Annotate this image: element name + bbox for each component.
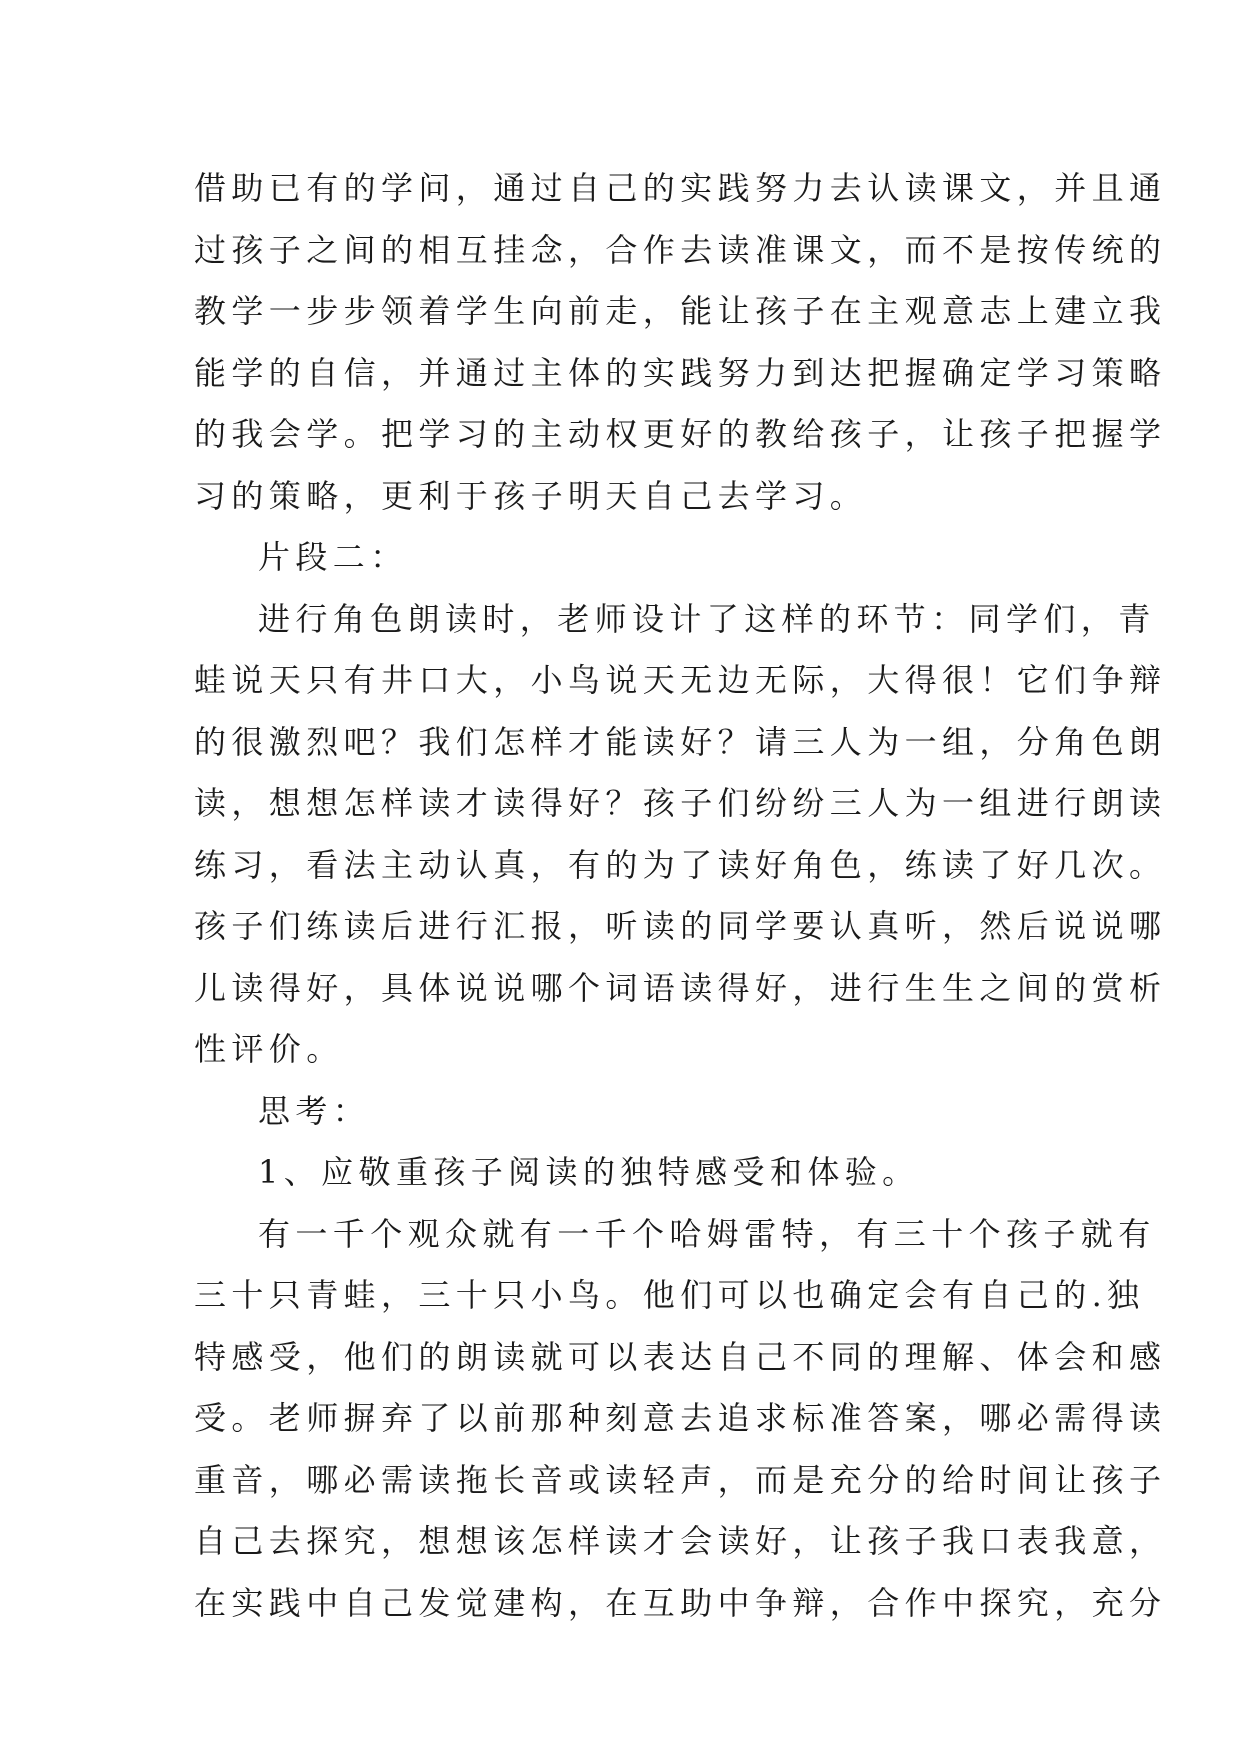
- text-line: 习的策略，更利于孩子明天自己去学习。: [194, 476, 868, 515]
- text-line: 受。老师摒弃了以前那种刻意去追求标准答案，哪必需得读: [194, 1399, 1167, 1437]
- section-heading: 思考：: [258, 1091, 371, 1130]
- text-line: 的我会学。把学习的主动权更好的教给孩子，让孩子把握学: [194, 415, 1167, 453]
- text-line: 借助已有的学问，通过自己的实践努力去认读课文，并且通: [194, 169, 1167, 207]
- text-line: 练习，看法主动认真，有的为了读好角色，练读了好几次。: [194, 845, 1167, 884]
- text-line: 有一千个观众就有一千个哈姆雷特，有三十个孩子就有: [258, 1214, 1156, 1253]
- text-line: 重音，哪必需读拖长音或读轻声，而是充分的给时间让孩子: [194, 1460, 1167, 1499]
- text-line: 性评价。: [194, 1030, 344, 1068]
- numbered-point: 1、应敬重孩子阅读的独特感受和体验。: [258, 1153, 920, 1191]
- text-line: 读，想想怎样读才读得好？孩子们纷纷三人为一组进行朗读: [194, 784, 1167, 822]
- text-line: 进行角色朗读时，老师设计了这样的环节：同学们，青: [258, 599, 1156, 638]
- text-line: 教学一步步领着学生向前走，能让孩子在主观意志上建立我: [194, 292, 1167, 330]
- text-line: 自己去探究，想想该怎样读才会读好，让孩子我口表我意，: [194, 1522, 1167, 1560]
- text-line: 特感受，他们的朗读就可以表达自己不同的理解、体会和感: [194, 1337, 1167, 1376]
- text-line: 儿读得好，具体说说哪个词语读得好，进行生生之间的赏析: [194, 968, 1167, 1007]
- text-line: 能学的自信，并通过主体的实践努力到达把握确定学习策略: [194, 353, 1167, 392]
- section-heading: 片段二：: [258, 538, 408, 576]
- body-text: [194, 158, 1167, 1634]
- text-line: 孩子们练读后进行汇报，听读的同学要认真听，然后说说哪: [194, 907, 1167, 945]
- text-line: 在实践中自己发觉建构，在互助中争辩，合作中探究，充分: [194, 1583, 1167, 1622]
- text-line: 蛙说天只有井口大，小鸟说天无边无际，大得很！它们争辩: [194, 661, 1167, 699]
- text-line: 三十只青蛙，三十只小鸟。他们可以也确定会有自己的.独: [194, 1276, 1145, 1314]
- text-line: 过孩子之间的相互挂念，合作去读准课文，而不是按传统的: [194, 230, 1167, 269]
- text-line: 的很激烈吧？我们怎样才能读好？请三人为一组，分角色朗: [194, 722, 1167, 761]
